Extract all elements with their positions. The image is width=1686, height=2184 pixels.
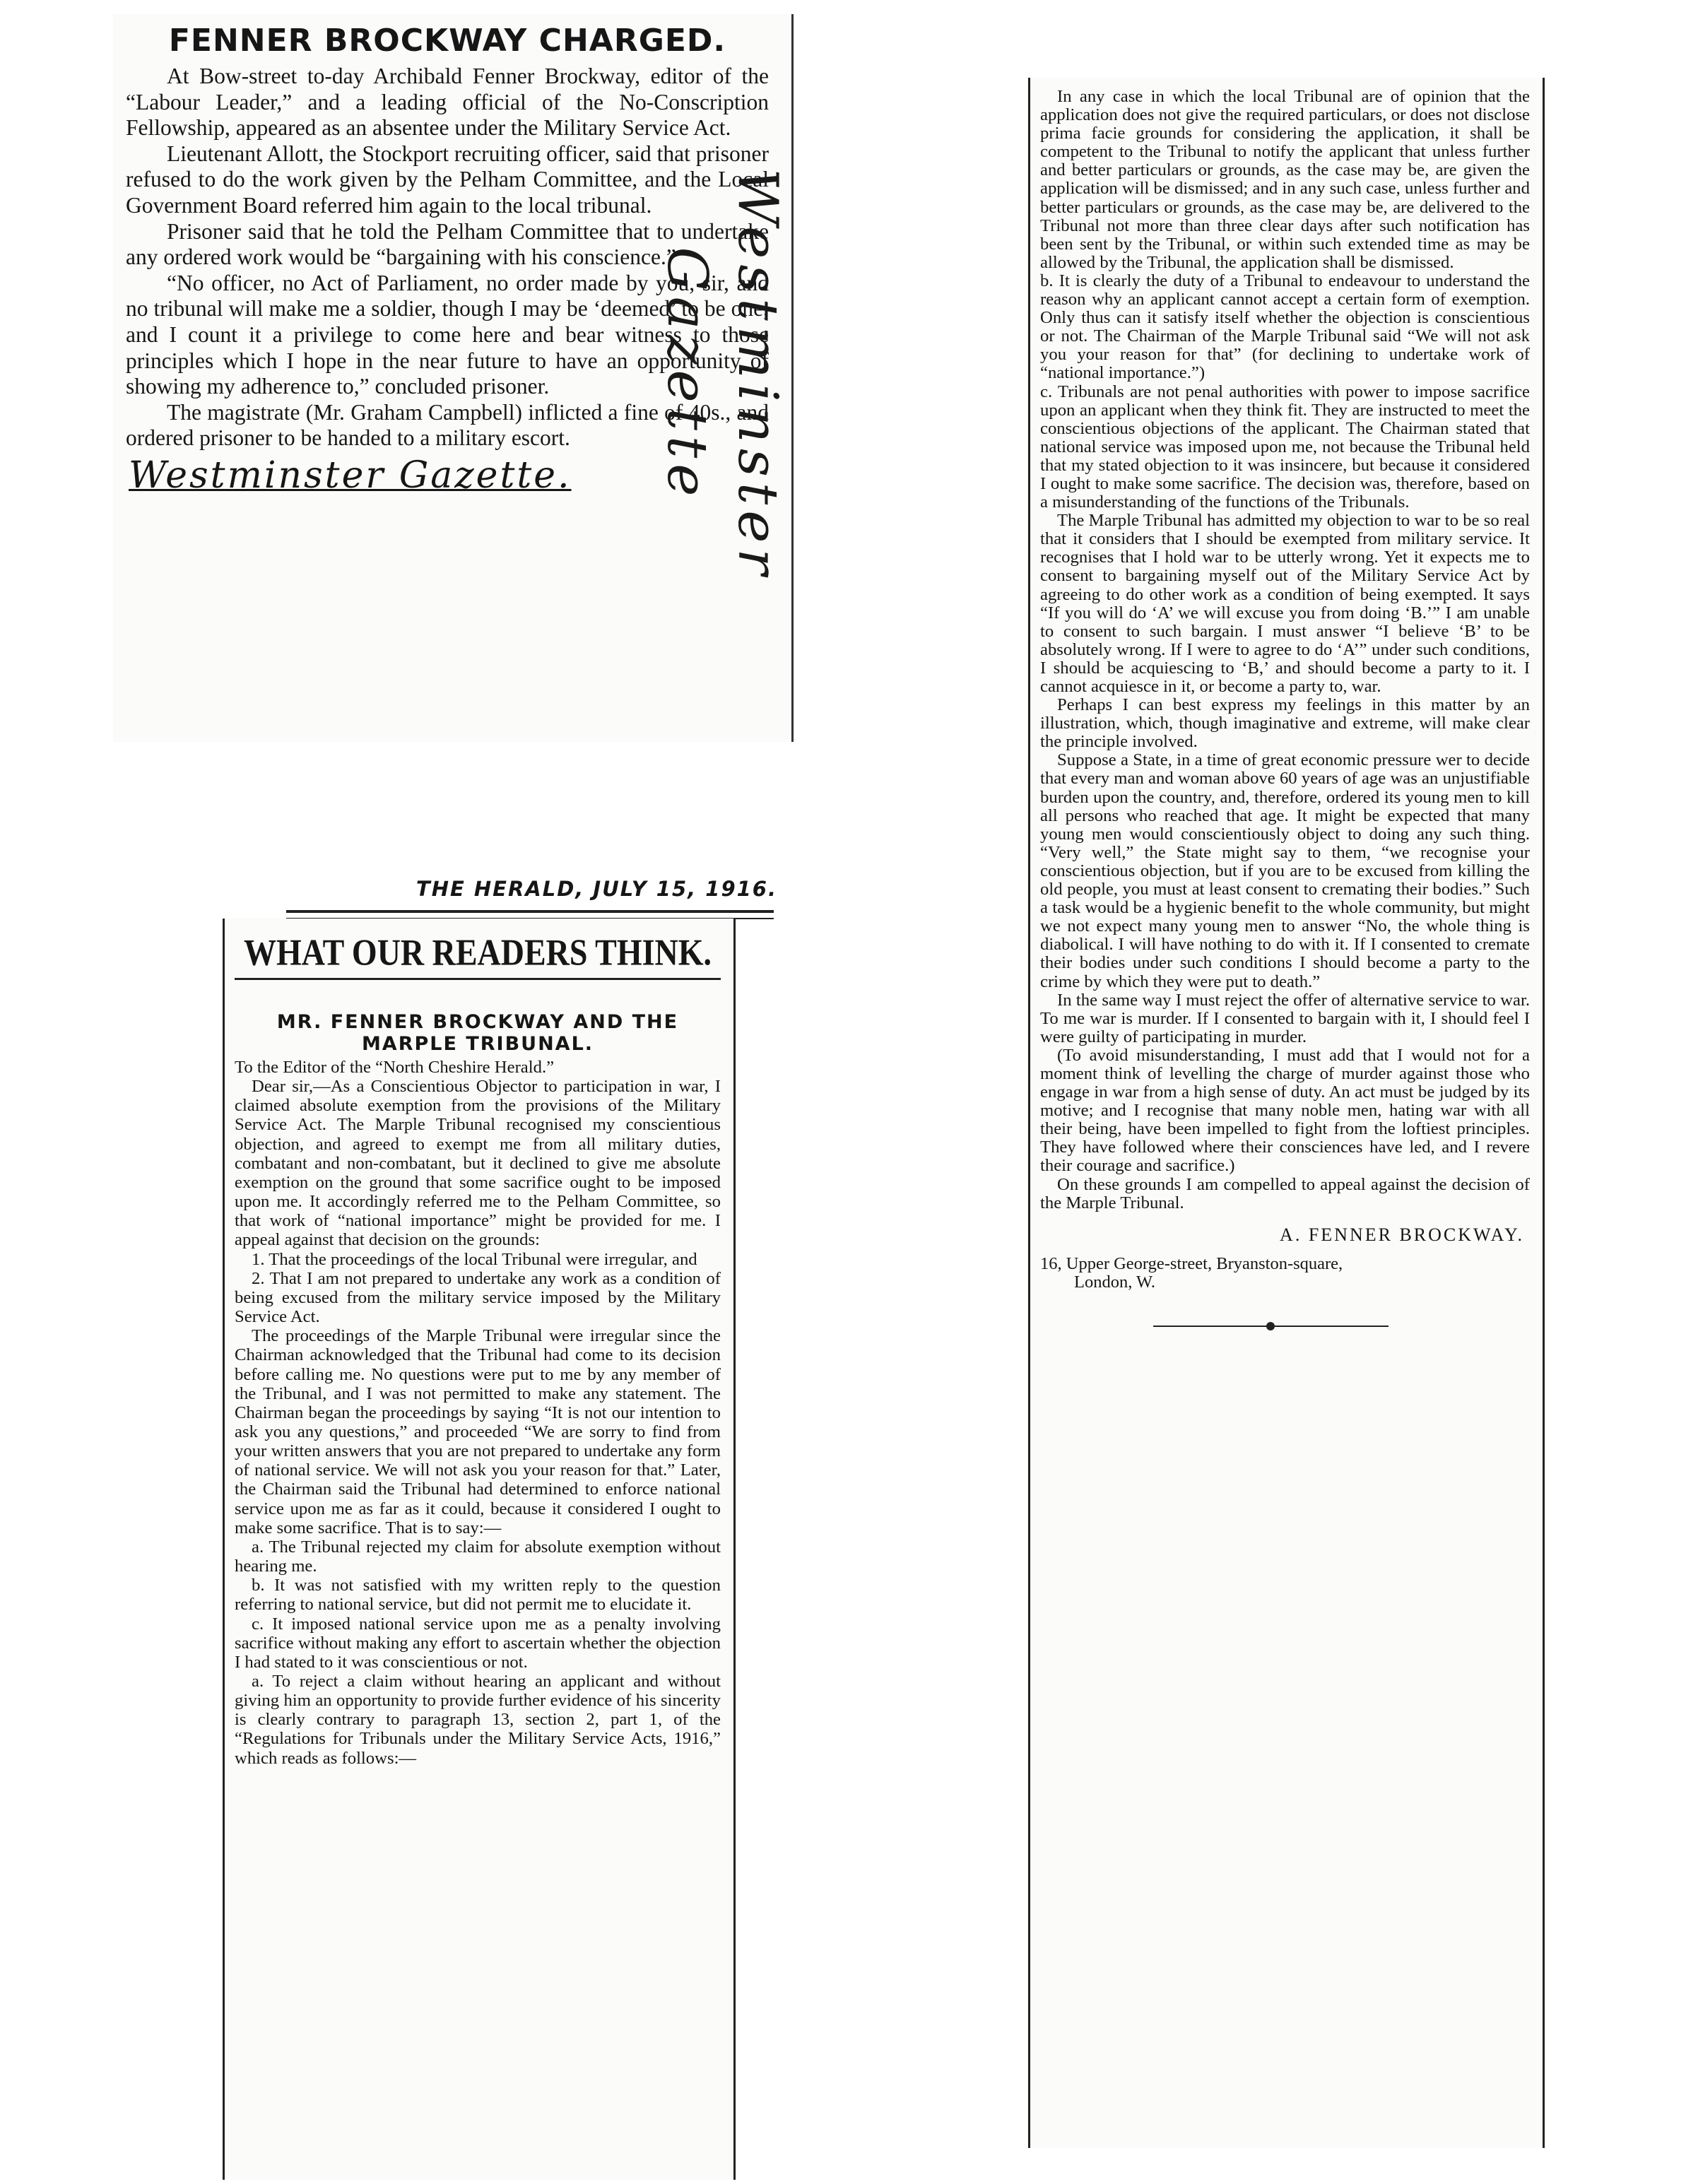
letter-paragraph: In any case in which the local Tribunal are of opinion that the application does not give the required particulars, or does not disclose prima facie grounds for considering the application, it shall be competent to the Tribunal to notify the applicant that unless further and better particulars or grounds, as the case may be, are given the application will be dismissed; and in any such case, unless further and better particulars or grounds, as the case may be, are delivered to the Tribunal not more than three clear days after such notification has been sent by the Tribunal, or within such extended time as may be allowed by the Tribunal, the application shall be dismissed.: [1040, 87, 1530, 272]
westminster-headline: FENNER BROCKWAY CHARGED.: [168, 23, 726, 59]
letter-paragraph: To the Editor of the “North Cheshire Herald.”: [235, 1058, 555, 1077]
letter-paragraph: b. It was not satisfied with my written reply to the question referring to national service, but did not permit me to elucidate it.: [235, 1576, 721, 1615]
letter-paragraph: Suppose a State, in a time of great economic pressure wer to decide that every man and woman above 60 years of age was an unjustifiable burden upon the country, and, therefore, ordered its young men to kill all persons who reached that age. It might be expected that many young men would conscientiously object to doing any such thing. “Very well,” the State might say to them, “we recognise your conscientious objection, but if you are to be excused from killing the old people, you must at least consent to cremating their bodies.” Such a task would be a hygienic benefit to the whole community, but might we not expect many young men to answer “No, the whole thing is diabolical. I will have nothing to do with it. If I consented to cremate their bodies under such conditions I should become a party to the crime by which they were put to death.”: [1040, 750, 1530, 991]
article-paragraph: The magistrate (Mr. Graham Campbell) inflicted a fine of 40s., and ordered prisoner to be handed to a military escort.: [126, 399, 769, 451]
herald-masthead: THE HERALD, JULY 15, 1916.: [415, 877, 777, 901]
letter-paragraph: In the same way I must reject the offer of alternative service to war. To me war is murder. If I consented to bargain with it, I should feel I were guilty of participating in murder.: [1040, 990, 1530, 1046]
ornament-dot: [1266, 1322, 1275, 1330]
letter-paragraph: On these grounds I am compelled to appeal against the decision of the Marple Tribunal.: [1040, 1174, 1530, 1212]
letter-signature: A. FENNER BROCKWAY.: [1280, 1224, 1524, 1245]
handwritten-side-note: Westminster Gazette: [655, 168, 789, 581]
letter-paragraph: Perhaps I can best express my feelings in this matter by an illustration, which, though imaginative and extreme, will make clear the principle involved.: [1040, 695, 1530, 752]
letter-paragraph: c. Tribunals are not penal authorities with power to impose sacrifice upon an applicant when they think fit. They are instructed to meet the conscientious objections of the applicant. The Chairman stated that national service was imposed upon me, not because the Tribunal held that my stated objection to it was insincere, but because it considered I ought to make some sacrifice. The decision was, therefore, based on a misunderstanding of the functions of the Tribunals.: [1040, 382, 1530, 512]
letter-paragraph: a. The Tribunal rejected my claim for absolute exemption without hearing me.: [235, 1537, 721, 1576]
section-title: WHAT OUR READERS THINK.: [243, 931, 712, 973]
letter-paragraph: a. To reject a claim without hearing an applicant and without giving him an opportunity to provide further evidence of his sincerity is clearly contrary to paragraph 13, section 2, part 1, of the “Regulations for Tribunals under the Military Service Acts, 1916,” which reads as follows:—: [235, 1672, 721, 1768]
letter-paragraph: The Marple Tribunal has admitted my objection to war to be so real that it considers that I should be exempted from military service. It recognises that I hold war to be utterly wrong. Yet it expects me to consent to bargaining myself out of the Military Service Act by agreeing to do other work as a condition of being exempted. It says “If you will do ‘A’ we will excuse you from doing ‘B.’” I am unable to consent to such bargain. I must answer “I believe ‘B’ to be absolutely wrong. If I were to agree to do ‘A’” under such conditions, I should be acquiescing to ‘B,’ and should become a party to it. I cannot acquiesce in it, or become a party to, war.: [1040, 511, 1530, 696]
letter-headline: MR. FENNER BROCKWAY AND THE MARPLE TRIBUNAL.: [276, 1011, 679, 1055]
end-ornament: [1040, 1316, 1530, 1337]
letter-body-right: [1040, 88, 1530, 1337]
letter-paragraph: Dear sir,—As a Conscientious Objector to participation in war, I claimed absolute exemption from the provisions of the Military Service Act. The Marple Tribunal recognised my conscientious objection, and agreed to exempt me from all military duties, combatant and non-combatant, but it declined to give me absolute exemption on the ground that some sacrifice ought to be imposed upon me. It accordingly referred me to the Pelham Committee, so that work of “national importance” might be provided for me. I appeal against that decision on the grounds:: [235, 1077, 721, 1250]
letter-paragraph: 2. That I am not prepared to undertake any work as a condition of being excused from the military service imposed by the Military Service Act.: [235, 1268, 721, 1327]
letter-body-left: [235, 933, 721, 1768]
letter-column-right: [1028, 78, 1545, 2148]
article-paragraph: Lieutenant Allott, the Stockport recruiting officer, said that prisoner refused to do the work given by the Pelham Committee, and the Local Government Board referred him again to the local tribunal.: [126, 141, 769, 218]
letter-paragraph: 1. That the proceedings of the local Tribunal were irregular, and: [252, 1249, 697, 1269]
article-paragraph: At Bow-street to-day Archibald Fenner Brockway, editor of the “Labour Leader,” and a leading official of the No-Conscription Fellowship, appeared as an absentee under the Military Service Act.: [126, 64, 769, 141]
letter-address: [1040, 1255, 1530, 1292]
article-paragraph: “No officer, no Act of Parliament, no order made by you, sir, and no tribunal will make me a soldier, though I may be ‘deemed’ to be one, and I count it a privilege to come here and bear witness to those principles which I hope in the near future to have an opportunity of showing my adherence to,” concluded prisoner.: [126, 270, 769, 399]
letter-paragraph: c. It imposed national service upon me as a penalty involving sacrifice without making any effort to ascertain whether the objection I had stated to it was conscientious or not.: [235, 1614, 721, 1672]
section-rule: [235, 978, 721, 980]
letter-paragraph: b. It is clearly the duty of a Tribunal to endeavour to understand the reason why an applicant cannot accept a certain form of exemption. Only thus can it satisfy itself whether the objection is conscientious or not. The Chairman of the Marple Tribunal said “We will not ask you your reason for that” (for declining to undertake work of “national importance.”): [1040, 271, 1530, 383]
letter-column-left: [223, 919, 736, 2180]
letter-paragraph: The proceedings of the Marple Tribunal were irregular since the Chairman acknowledged that the Tribunal had come to its decision before calling me. No questions were put to me by any member of the Tribunal, and I was not permitted to make any statement. The Chairman began the proceedings by saying “It is not our intention to ask you any questions,” and proceeded “We are sorry to find from your written answers that you are not prepared to undertake any form of national service. We will not ask you your reason for that.” Later, the Chairman said the Tribunal had determined to enforce national service upon me as far as it could, because it considered I ought to make some sacrifice. That is to say:—: [235, 1326, 721, 1537]
handwritten-signature: Westminster Gazette.: [129, 454, 572, 497]
article-paragraph: Prisoner said that he told the Pelham Committee that to undertake any ordered work would be “bargaining with his conscience.”: [126, 218, 769, 270]
letter-paragraph: (To avoid misunderstanding, I must add that I would not for a moment think of levelling the charge of murder against those who engage in war from a high sense of duty. An act must be judged by its motive; and I recognise that many noble men, hating war with all their being, have been impelled to fight from the loftiest principles. They have followed where their consciences have led, and I revere their courage and sacrifice.): [1040, 1045, 1530, 1176]
address-line: London, W.: [1074, 1272, 1156, 1292]
address-line: 16, Upper George-street, Bryanston-square,: [1040, 1253, 1343, 1273]
